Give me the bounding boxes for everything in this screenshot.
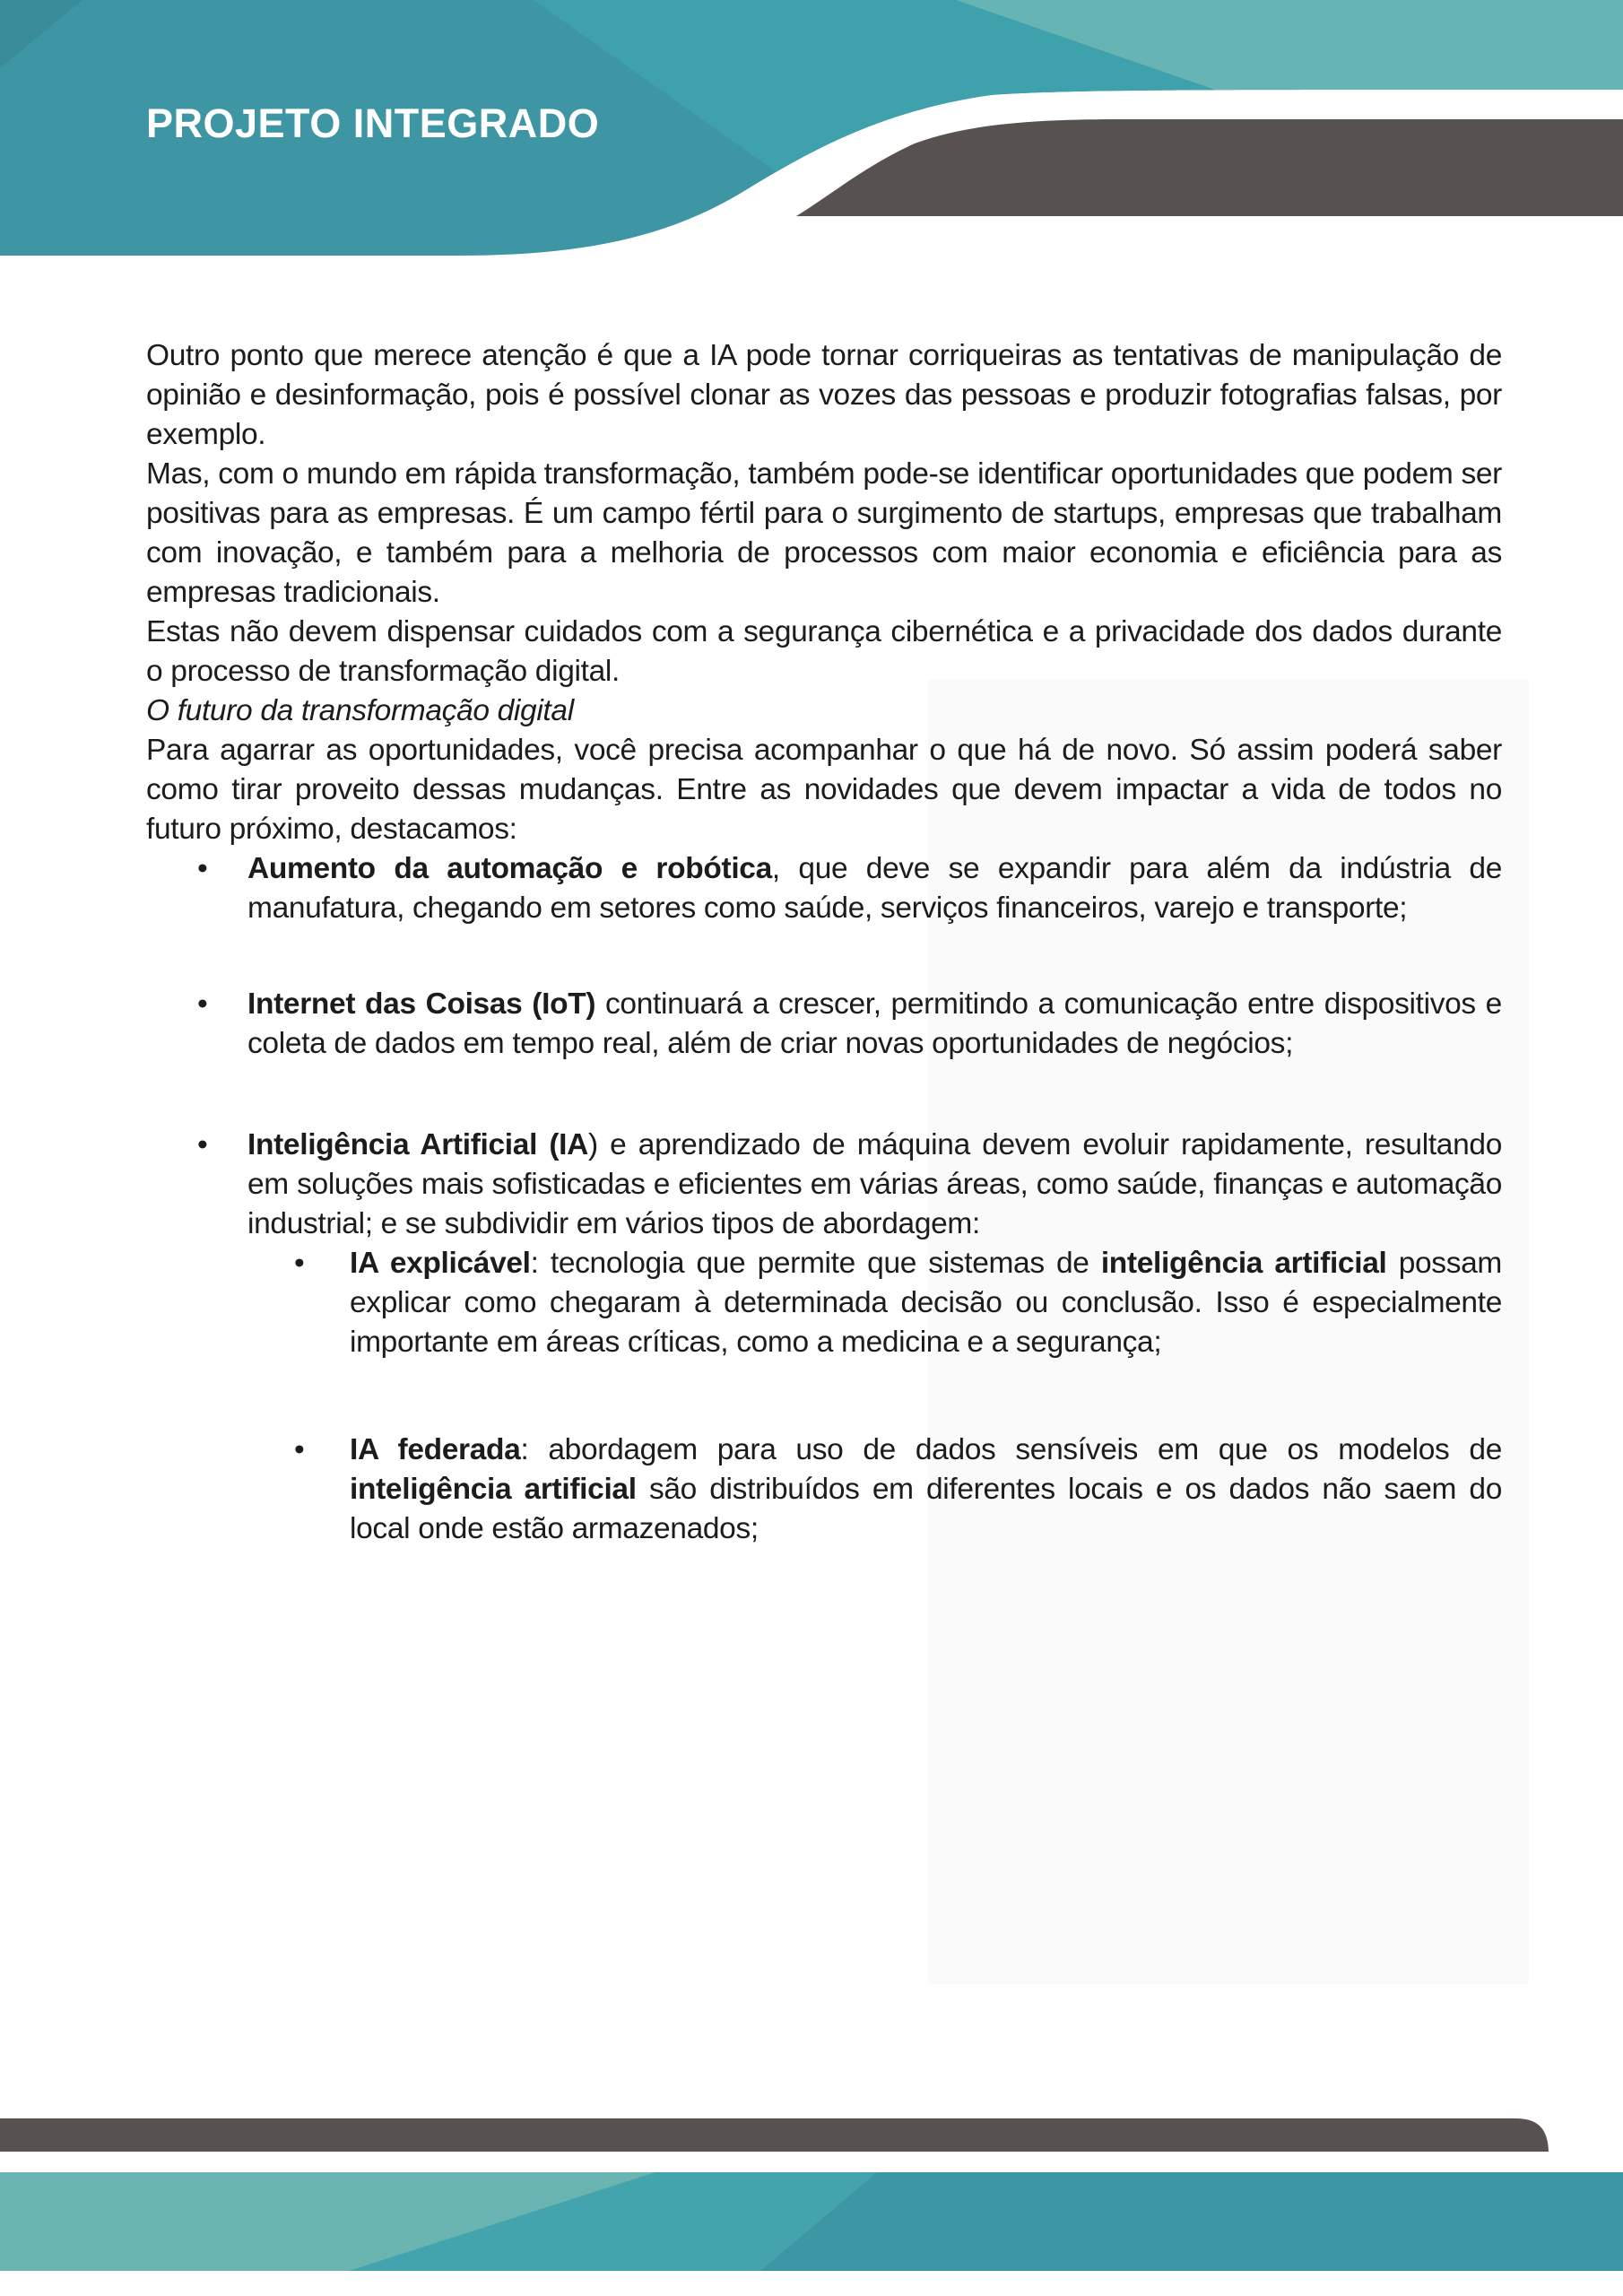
sub-bullet-text: : abordagem para uso de dados sensíveis em que os modelos de	[520, 1433, 1502, 1466]
document-content	[146, 336, 1502, 1549]
bullet-item-ai	[197, 1126, 1502, 1244]
bullet-text-bold: Inteligência Artificial (IA	[247, 1128, 589, 1161]
bullet-item-automation	[197, 849, 1502, 928]
footer-banner-graphic	[0, 2117, 1623, 2296]
header-banner	[0, 0, 1623, 305]
footer-band-teal	[760, 2172, 1623, 2271]
bullet-item-iot	[197, 985, 1502, 1064]
sub-bullet-text-bold: inteligência artificial	[350, 1473, 637, 1506]
paragraph-2: Mas, com o mundo em rápida transformação, também pode-se identificar oportunidades que podem ser positivas para as empresas. É um campo fértil para o surgimento de startups, empresas que trabalham com inovação, e também para a melhoria de processos com maior economia e eficiência para as empresas tradicionais.	[146, 457, 1502, 609]
sub-bullet-text: são distribuídos em diferentes locais e os dados não saem do local onde estão armazenados;	[350, 1473, 1503, 1545]
sub-bullet-text-bold: IA explicável	[350, 1247, 531, 1280]
section-heading-italic: O futuro da transformação digital	[146, 694, 574, 727]
bullet-text-bold: Aumento da automação e robótica	[247, 852, 772, 885]
bullet-marker: •	[197, 1128, 208, 1161]
paragraph-3: Estas não devem dispensar cuidados com a segurança cibernética e a privacidade dos dados durante o processo de transformação digital.	[146, 615, 1502, 688]
bullet-marker: •	[197, 987, 208, 1021]
footer-charcoal-bar	[0, 2118, 1549, 2152]
bullet-text: , que deve se expandir para além da indústria de manufatura, chegando em setores como saúde, serviços financeiros, varejo e transporte;	[247, 852, 1502, 925]
sub-bullet-text: possam explicar como chegaram à determinada decisão ou conclusão. Isso é especialmente importante em áreas críticas, como a medicina e a segurança;	[350, 1247, 1502, 1359]
sub-bullet-item-federated-ai	[294, 1431, 1502, 1549]
bullet-marker: •	[197, 852, 208, 885]
sub-bullet-list	[294, 1244, 1502, 1549]
bullet-marker: •	[294, 1433, 305, 1466]
bullet-text: ) e aprendizado de máquina devem evoluir rapidamente, resultando em soluções mais sofisticadas e eficientes em várias áreas, como saúde, finanças e automação industrial; e se subdividir em vários tipos de abordagem:	[247, 1128, 1502, 1240]
header-charcoal-band	[796, 119, 1623, 216]
bullet-list	[197, 849, 1502, 1244]
paragraph-4: Para agarrar as oportunidades, você precisa acompanhar o que há de novo. Só assim poderá saber como tirar proveito dessas mudanças. Entre as novidades que devem impactar a vida de todos no futuro próximo, destacamos:	[146, 734, 1502, 846]
bullet-text-bold: Internet das Coisas (IoT)	[247, 987, 596, 1021]
page-title: PROJETO INTEGRADO	[146, 100, 600, 146]
bullet-text: continuará a crescer, permitindo a comunicação entre dispositivos e coleta de dados em tempo real, além de criar novas oportunidades de negócios;	[247, 987, 1502, 1060]
header-banner-graphic	[0, 0, 1623, 305]
paragraph-1: Outro ponto que merece atenção é que a IA pode tornar corriqueiras as tentativas de manipulação de opinião e desinformação, pois é possível clonar as vozes das pessoas e produzir fotografias falsas, por exemplo.	[146, 339, 1502, 451]
sub-bullet-text-bold: IA federada	[350, 1433, 521, 1466]
footer-banner	[0, 2117, 1623, 2296]
bullet-marker: •	[294, 1247, 305, 1280]
sub-bullet-item-explainable-ai	[294, 1244, 1502, 1362]
sub-bullet-text-bold: inteligência artificial	[1100, 1247, 1387, 1280]
sub-bullet-text: : tecnologia que permite que sistemas de	[530, 1247, 1101, 1280]
